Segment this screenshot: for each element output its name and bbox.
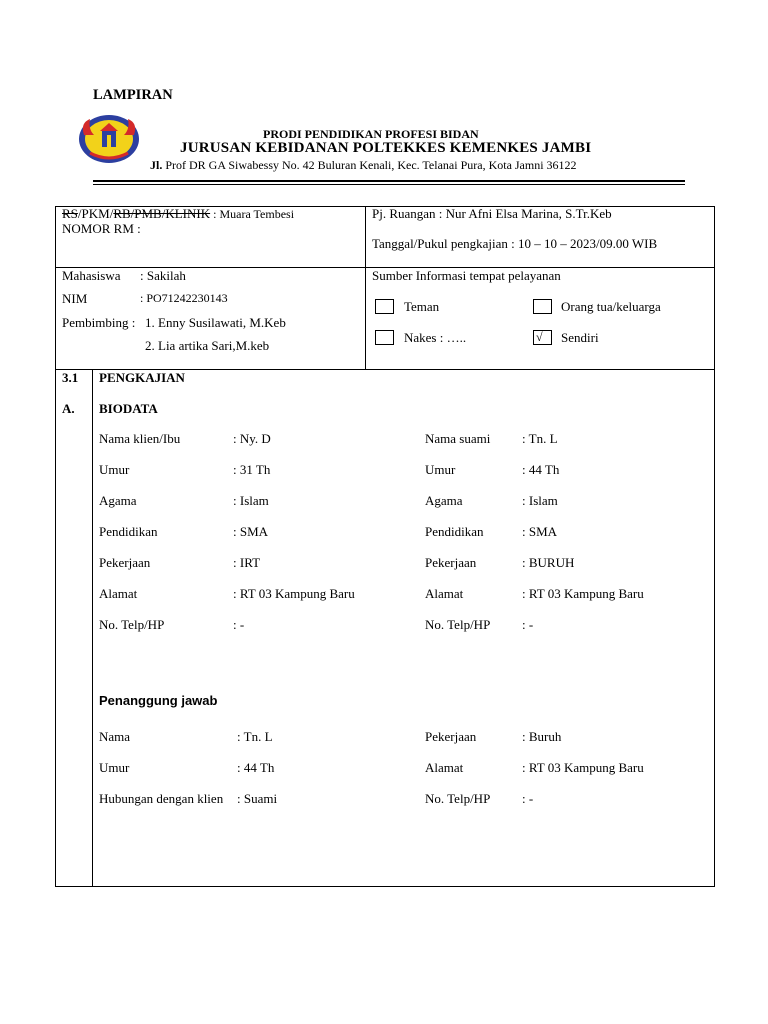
biodata-right-label: Pendidikan [425,524,484,539]
biodata-right-label: Nama suami [425,431,491,446]
biodata-left-label: No. Telp/HP [99,617,165,632]
institution-address: Jl. Prof DR GA Siwabessy No. 42 Buluran Kenali, Kec. Telanai Pura, Kota Jamni 36122 [150,158,577,172]
pembimbing-2: 2. Lia artika Sari,M.keb [145,338,270,353]
penanggung-left-label: Umur [99,760,130,775]
penanggung-left-value: : 44 Th [237,760,275,775]
biodata-right-label: Umur [425,462,456,477]
mahasiswa-value: : Sakilah [140,268,186,283]
mahasiswa-label: Mahasiswa [62,268,121,283]
biodata-right-value: : Islam [522,493,558,508]
nim-label: NIM [62,291,88,306]
facility-line: RS/PKM/RB/PMB/KLINIK : Muara Tembesi [62,206,295,221]
subsection-number: A. [62,401,75,416]
subsection-title: BIODATA [99,401,158,416]
biodata-right-value: : 44 Th [522,462,560,477]
orangtua-checkbox[interactable] [533,299,552,314]
penanggung-right-value: : Buruh [522,729,562,744]
biodata-right-value: : - [522,617,534,632]
biodata-left-value: : 31 Th [233,462,271,477]
biodata-left-label: Pekerjaan [99,555,151,570]
penanggung-left-label: Nama [99,729,131,744]
column-divider-number [92,369,93,887]
penanggung-title: Penanggung jawab [99,693,218,708]
penanggung-right-value: : - [522,791,534,806]
nomor-rm: NOMOR RM : [62,221,141,236]
biodata-right-label: No. Telp/HP [425,617,491,632]
sendiri-checkbox[interactable]: √ [533,330,552,345]
penanggung-right-label: No. Telp/HP [425,791,491,806]
header-rule-thin [93,184,685,185]
teman-checkbox[interactable] [375,299,394,314]
teman-label: Teman [404,299,440,314]
nakes-label: Nakes : ….. [404,330,467,345]
prodi-title: PRODI PENDIDIKAN PROFESI BIDAN [263,127,479,141]
biodata-right-label: Alamat [425,586,464,601]
biodata-right-value: : RT 03 Kampung Baru [522,586,644,601]
penanggung-left-value: : Suami [237,791,278,806]
biodata-left-value: : SMA [233,524,269,539]
column-divider-top [365,206,366,369]
penanggung-left-label: Hubungan dengan klien [99,791,224,806]
pembimbing-label: Pembimbing : [62,315,136,330]
sendiri-label: Sendiri [561,330,599,345]
biodata-right-value: : SMA [522,524,558,539]
biodata-right-label: Pekerjaan [425,555,477,570]
jurusan-title: JURUSAN KEBIDANAN POLTEKKES KEMENKES JAMBI [180,140,592,156]
header-rule-thick [93,180,685,182]
penanggung-right-label: Alamat [425,760,464,775]
penanggung-right-label: Pekerjaan [425,729,477,744]
biodata-left-value: : RT 03 Kampung Baru [233,586,355,601]
biodata-right-value: : Tn. L [522,431,558,446]
biodata-left-value: : Ny. D [233,431,271,446]
biodata-left-value: : - [233,617,245,632]
biodata-left-label: Alamat [99,586,138,601]
section-title: PENGKAJIAN [99,370,185,385]
biodata-left-label: Pendidikan [99,524,158,539]
sumber-title: Sumber Informasi tempat pelayanan [372,268,561,283]
pj-ruangan: Pj. Ruangan : Nur Afni Elsa Marina, S.Tr.Keb [372,206,612,221]
biodata-left-value: : Islam [233,493,269,508]
section-number: 3.1 [62,370,79,385]
penanggung-left-value: : Tn. L [237,729,273,744]
pembimbing-1: 1. Enny Susilawati, M.Keb [145,315,286,330]
biodata-left-label: Nama klien/Ibu [99,431,181,446]
nim-value: : PO71242230143 [140,291,228,305]
nakes-checkbox[interactable] [375,330,394,345]
penanggung-right-value: : RT 03 Kampung Baru [522,760,644,775]
biodata-right-label: Agama [425,493,463,508]
biodata-left-label: Umur [99,462,130,477]
institution-logo [76,113,142,165]
tanggal-pengkajian: Tanggal/Pukul pengkajian : 10 – 10 – 2023/09.00 WIB [372,236,658,251]
biodata-right-value: : BURUH [522,555,575,570]
biodata-left-label: Agama [99,493,137,508]
biodata-left-value: : IRT [233,555,261,570]
orangtua-label: Orang tua/keluarga [561,299,661,314]
lampiran-heading: LAMPIRAN [93,87,173,103]
